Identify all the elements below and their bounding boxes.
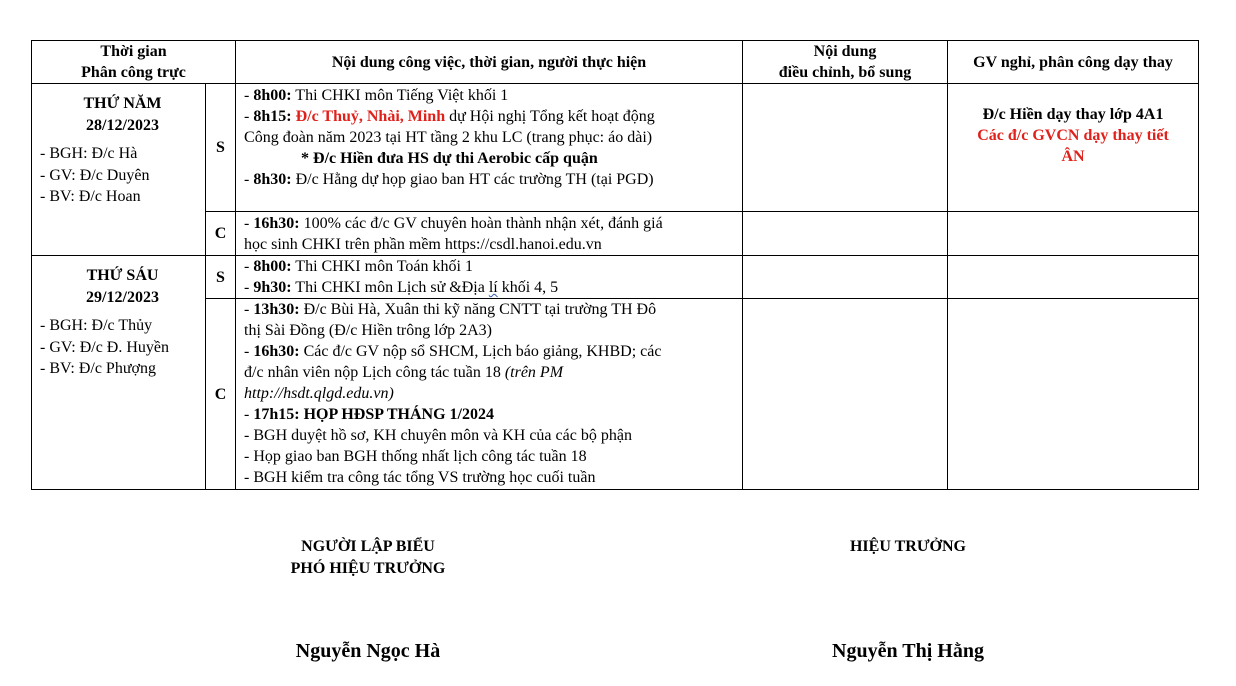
- day2-morning-row: [32, 256, 1199, 299]
- day2-duty: [40, 315, 205, 380]
- duty-bgh: - BGH: Đ/c Thủy: [40, 317, 153, 334]
- left-signature-name: Nguyễn Ngọc Hà: [295, 640, 441, 662]
- header-time-line1: Thời gian: [100, 43, 167, 60]
- day2-date: 29/12/2023: [86, 289, 159, 306]
- list-item-cont: http://hsdt.qlgd.edu.vn): [244, 385, 394, 402]
- day1-morning-content: [236, 84, 743, 212]
- list-item: - 8h00: Thi CHKI môn Toán khối 1: [244, 258, 473, 275]
- day1-afternoon-content: [236, 212, 743, 256]
- left-title-line1: NGƯỜI LẬP BIỂU: [301, 538, 435, 555]
- header-time: [32, 41, 236, 84]
- day1-afternoon-adjust: [743, 212, 948, 256]
- list-item: - 16h30: Các đ/c GV nộp sổ SHCM, Lịch báo giảng, KHBD; các: [244, 343, 662, 360]
- left-title-line2: PHÓ HIỆU TRƯỞNG: [290, 560, 446, 577]
- duty-bgh: - BGH: Đ/c Hà: [40, 145, 138, 162]
- duty-gv: - GV: Đ/c Duyên: [40, 166, 150, 184]
- schedule-table: [31, 40, 1199, 490]
- list-item: - BGH duyệt hồ sơ, KH chuyên môn và KH của các bộ phận: [244, 427, 632, 444]
- day2-morning-content: [236, 256, 743, 299]
- day1-morning-row: [32, 84, 1199, 212]
- list-item: - 8h30: Đ/c Hằng dự họp giao ban HT các trường TH (tại PGD): [244, 171, 654, 188]
- day2-afternoon-row: [32, 299, 1199, 490]
- day1-morning-adjust: [743, 84, 948, 212]
- day2-afternoon-substitute: [948, 299, 1199, 490]
- duty-bv: - BV: Đ/c Phượng: [40, 360, 156, 377]
- substitute-line-red: Các đ/c GVCN dạy thay tiết: [977, 127, 1169, 144]
- header-adjust-line1: Nội dung: [813, 43, 877, 60]
- duty-bv: - BV: Đ/c Hoan: [40, 188, 141, 205]
- list-item: - 16h30: 100% các đ/c GV chuyên hoàn thành nhận xét, đánh giá: [244, 215, 663, 232]
- day2-morning-adjust: [743, 256, 948, 299]
- list-item: - 9h30: Thi CHKI môn Lịch sử &Địa lí khối 4, 5: [244, 279, 559, 296]
- session-label: S: [206, 256, 236, 299]
- day2-cell: [32, 256, 206, 490]
- list-item-cont: thị Sài Đồng (Đ/c Hiền trông lớp 2A3): [244, 322, 492, 339]
- header-time-line2: Phân công trực: [81, 64, 186, 81]
- header-row: [32, 41, 1199, 84]
- day1-title: [40, 93, 205, 137]
- session-label: C: [206, 212, 236, 256]
- right-signature-title: HIỆU TRƯỞNG: [849, 538, 966, 555]
- left-signature-title: [248, 536, 488, 580]
- day2-title: [40, 265, 205, 309]
- right-signature-name: Nguyễn Thị Hằng: [832, 640, 984, 662]
- substitute-line-red: ÂN: [1061, 148, 1085, 165]
- day1-cell: [32, 84, 206, 256]
- day1-morning-substitute: [948, 84, 1199, 212]
- list-item: - BGH kiểm tra công tác tổng VS trường học cuối tuần: [244, 469, 596, 486]
- list-item-cont: học sinh CHKI trên phần mềm https://csdl.hanoi.edu.vn: [244, 236, 602, 253]
- day1-duty: [40, 143, 205, 208]
- day1-date: 28/12/2023: [86, 117, 159, 134]
- header-substitute: GV nghỉ, phân công dạy thay: [948, 41, 1199, 84]
- header-adjust-line2: điều chỉnh, bổ sung: [778, 64, 912, 81]
- session-label: C: [206, 299, 236, 490]
- note-item: * Đ/c Hiền đưa HS dự thi Aerobic cấp quận: [301, 150, 598, 167]
- day2-morning-substitute: [948, 256, 1199, 299]
- day2-name: THỨ SÁU: [86, 267, 159, 284]
- day1-name: THỨ NĂM: [83, 95, 162, 112]
- header-content: Nội dung công việc, thời gian, người thực hiện: [236, 41, 743, 84]
- list-item-cont: Công đoàn năm 2023 tại HT tầng 2 khu LC (trang phục: áo dài): [244, 129, 653, 146]
- substitute-line: Đ/c Hiền dạy thay lớp 4A1: [982, 106, 1164, 123]
- day2-afternoon-adjust: [743, 299, 948, 490]
- list-item: - 8h15: Đ/c Thuỷ, Nhài, Minh dự Hội nghị Tổng kết hoạt động: [244, 108, 655, 125]
- session-label: S: [206, 84, 236, 212]
- list-item-cont: đ/c nhân viên nộp Lịch công tác tuần 18 (trên PM: [244, 364, 564, 381]
- header-adjust: [743, 41, 948, 84]
- list-item: - 8h00: Thi CHKI môn Tiếng Việt khối 1: [244, 87, 509, 104]
- list-item: - 17h15: HỌP HĐSP THÁNG 1/2024: [244, 406, 494, 423]
- list-item: - 13h30: Đ/c Bùi Hà, Xuân thi kỹ năng CNTT tại trường TH Đô: [244, 301, 657, 318]
- day1-afternoon-substitute: [948, 212, 1199, 256]
- day1-afternoon-row: [32, 212, 1199, 256]
- list-item: - Họp giao ban BGH thống nhất lịch công tác tuần 18: [244, 448, 587, 465]
- duty-gv: - GV: Đ/c Đ. Huyền: [40, 338, 170, 356]
- day2-afternoon-content: [236, 299, 743, 490]
